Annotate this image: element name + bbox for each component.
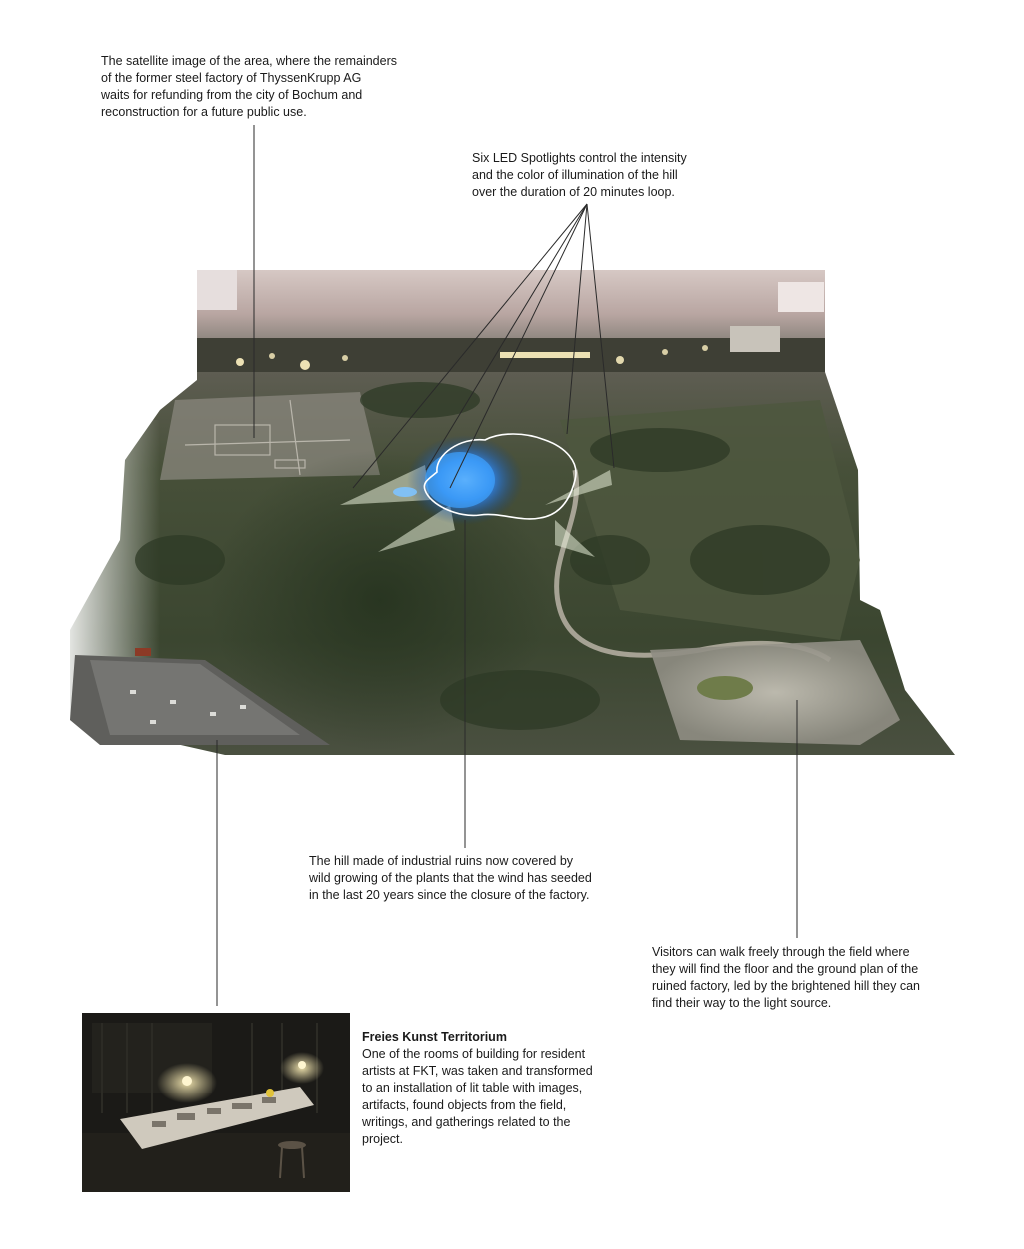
spotlight-flare [393, 487, 417, 497]
glowing-hill-core [425, 452, 495, 508]
sky-patch-left [197, 270, 237, 310]
roof-red-object [135, 648, 151, 656]
room-floor [82, 1133, 350, 1192]
fruit-object [266, 1089, 274, 1097]
caption-fkt-title: Freies Kunst Territorium [362, 1030, 507, 1044]
sky-patch-right [778, 282, 824, 312]
caption-fkt [362, 1012, 632, 1148]
caption-fkt-body: One of the rooms of building for resident artists at FKT, was taken and transformed to an installation of lit table with images, artifacts, found objects from the field, writings, and gatherings related to the project. [362, 1047, 593, 1146]
room-installation-photo [82, 1013, 350, 1192]
caption-led-spotlights: Six LED Spotlights control the intensity and the color of illumination of the hill over the duration of 20 minutes loop. [472, 151, 687, 199]
tall-building [730, 326, 780, 352]
plaza-shrub [697, 676, 753, 700]
table-lamp [182, 1076, 192, 1086]
floor-lamp [298, 1061, 306, 1069]
plaza [650, 640, 900, 745]
caption-visitors: Visitors can walk freely through the field where they will find the floor and the ground plan of the ruined factory, led by the brightened hill they can find their way to the light source. [652, 945, 920, 1010]
caption-satellite: The satellite image of the area, where the remainders of the former steel factory of ThyssenKrupp AG waits for refunding from the city of Bochum and reconstruction for a future public use. [101, 54, 397, 119]
caption-hill: The hill made of industrial ruins now covered by wild growing of the plants that the wind has seeded in the last 20 years since the closure of the factory. [309, 854, 592, 902]
